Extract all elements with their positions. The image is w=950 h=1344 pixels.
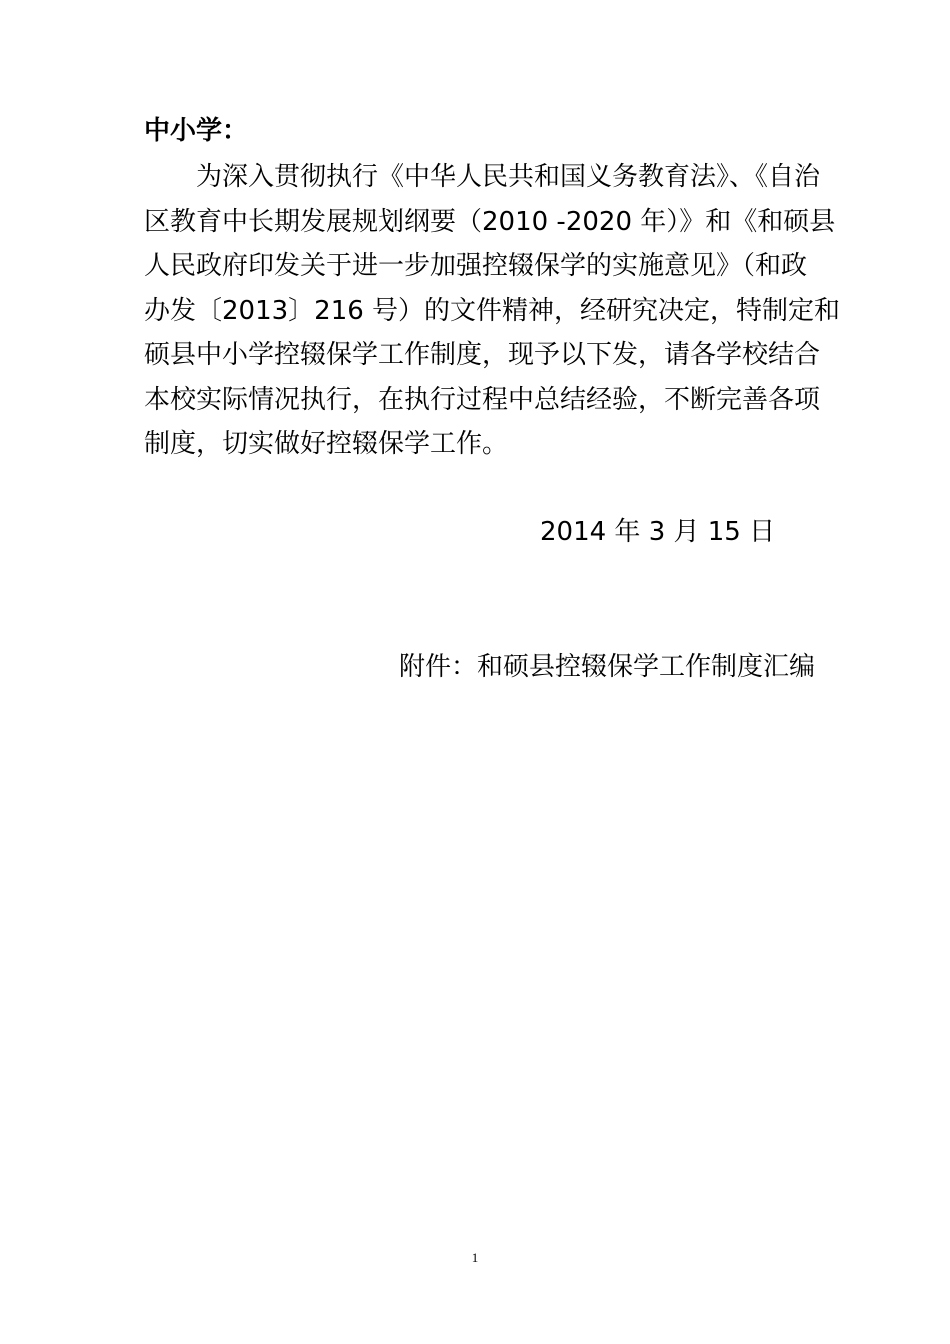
attachment-note: 附件：和硕县控辍保学工作制度汇编 (399, 652, 816, 682)
body-line: 本校实际情况执行，在执行过程中总结经验，不断完善各项 (144, 384, 821, 415)
document-date: 2014 年 3 月 15 日 (540, 517, 776, 547)
body-line: 人民政府印发关于进一步加强控辍保学的实施意见》（和政 (144, 251, 808, 281)
body-line: 区教育中长期发展规划纲要（2010 -2020 年）》和《和硕县 (144, 206, 836, 237)
body-line: 办发〔2013〕216 号）的文件精神，经研究决定，特制定和 (144, 295, 841, 326)
page-number: 1 (471, 1250, 479, 1265)
body-line: 为深入贯彻执行《中华人民共和国义务教育法》、《自治 (196, 162, 821, 192)
body-paragraph (144, 155, 841, 467)
salutation: 中小学： (144, 116, 249, 146)
body-line: 制度，切实做好控辍保学工作。 (144, 429, 509, 459)
body-line: 硕县中小学控辍保学工作制度，现予以下发，请各学校结合 (144, 340, 821, 370)
